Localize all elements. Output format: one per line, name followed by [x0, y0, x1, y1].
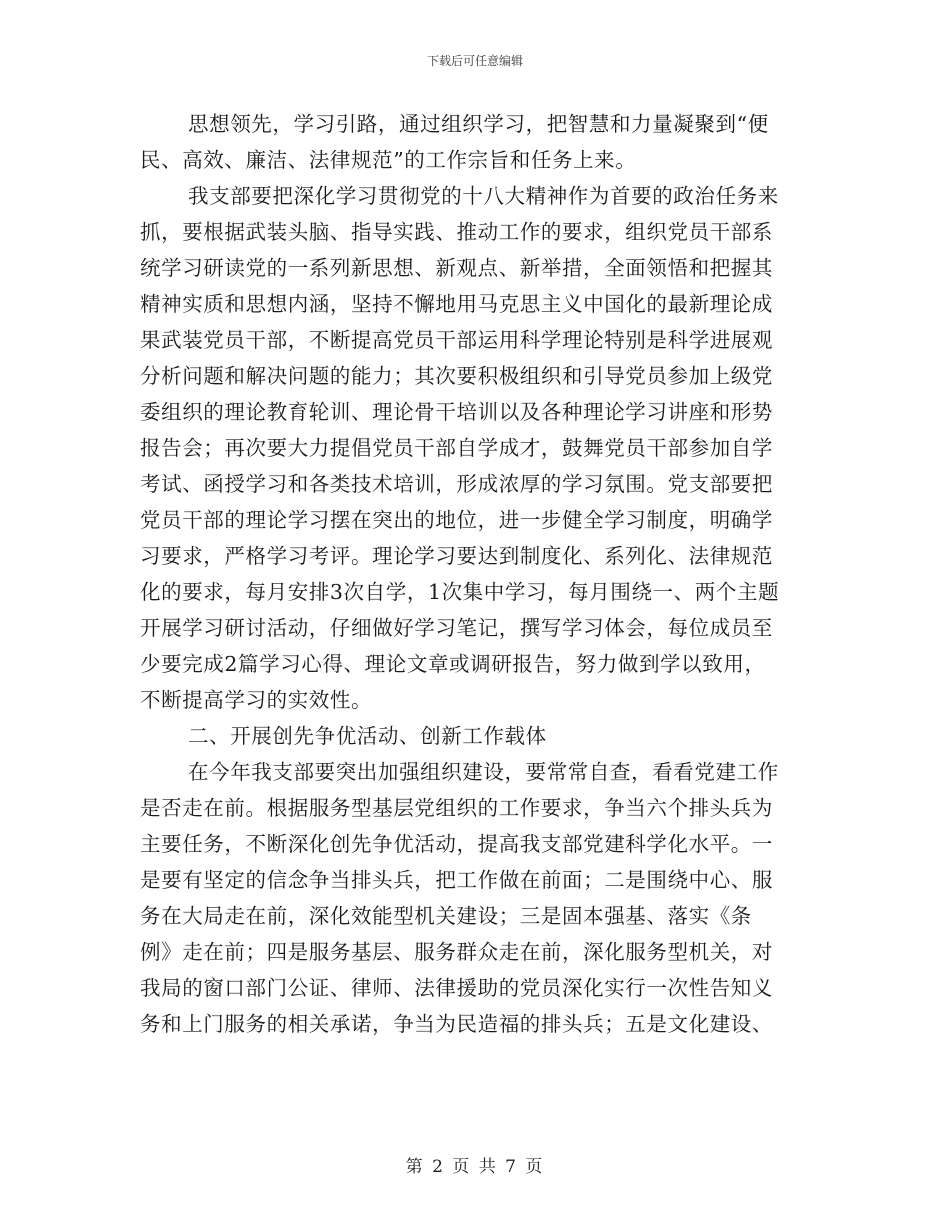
- text-line: 是否走在前。根据服务型基层党组织的工作要求，争当六个排头兵为: [140, 796, 773, 820]
- text-line: 例》走在前；四是服务基层、服务群众走在前，深化服务型机关，对: [140, 940, 773, 964]
- section-heading: 二、开展创先争优活动、创新工作载体: [188, 724, 547, 748]
- text-line: 务和上门服务的相关承诺，争当为民造福的排头兵；五是文化建设、: [140, 1012, 773, 1036]
- text-line: 精神实质和思想内涵，坚持不懈地用马克思主义中国化的最新理论成: [140, 292, 773, 316]
- page-number-footer: 第 2 页 共 7 页: [405, 1157, 545, 1177]
- text-line: 抓，要根据武装头脑、指导实践、推动工作的要求，组织党员干部系: [140, 220, 773, 244]
- text-line: 习要求，严格学习考评。理论学习要达到制度化、系列化、法律规范: [140, 544, 773, 568]
- text-line: 是要有坚定的信念争当排头兵，把工作做在前面；二是围绕中心、服: [140, 868, 773, 892]
- page-header: 下载后可任意编辑: [426, 54, 523, 68]
- text-line: 开展学习研讨活动，仔细做好学习笔记，撰写学习体会，每位成员至: [140, 616, 773, 640]
- text-line: 分析问题和解决问题的能力；其次要积极组织和引导党员参加上级党: [140, 364, 773, 388]
- text-line: 报告会；再次要大力提倡党员干部自学成才，鼓舞党员干部参加自学: [140, 436, 773, 460]
- text-line: 我局的窗口部门公证、律师、法律援助的党员深化实行一次性告知义: [140, 976, 773, 1000]
- text-line: 考试、函授学习和各类技术培训，形成浓厚的学习氛围。党支部要把: [140, 472, 773, 496]
- document-body: [140, 106, 810, 1042]
- text-line: 果武装党员干部，不断提高党员干部运用科学理论特别是科学进展观: [140, 328, 773, 352]
- text-line: 委组织的理论教育轮训、理论骨干培训以及各种理论学习讲座和形势: [140, 400, 773, 424]
- text-line: 化的要求，每月安排3次自学，1次集中学习，每月围绕一、两个主题: [140, 580, 780, 604]
- text-line: 不断提高学习的实效性。: [140, 688, 373, 712]
- text-line: 务在大局走在前，深化效能型机关建设；三是固本强基、落实《条: [140, 904, 752, 928]
- text-line: 少要完成2篇学习心得、理论文章或调研报告，努力做到学以致用，: [140, 652, 766, 676]
- text-line: 统学习研读党的一系列新思想、新观点、新举措，全面领悟和把握其: [140, 256, 773, 280]
- text-line: 我支部要把深化学习贯彻党的十八大精神作为首要的政治任务来: [188, 184, 779, 208]
- text-line: 在今年我支部要突出加强组织建设，要常常自查，看看党建工作: [188, 760, 779, 784]
- text-line: 党员干部的理论学习摆在突出的地位，进一步健全学习制度，明确学: [140, 508, 773, 532]
- text-line: 民、高效、廉洁、法律规范”的工作宗旨和任务上来。: [140, 148, 637, 172]
- text-line: 思想领先，学习引路，通过组织学习，把智慧和力量凝聚到“便: [188, 112, 769, 136]
- text-line: 主要任务，不断深化创先争优活动，提高我支部党建科学化水平。一: [140, 832, 773, 856]
